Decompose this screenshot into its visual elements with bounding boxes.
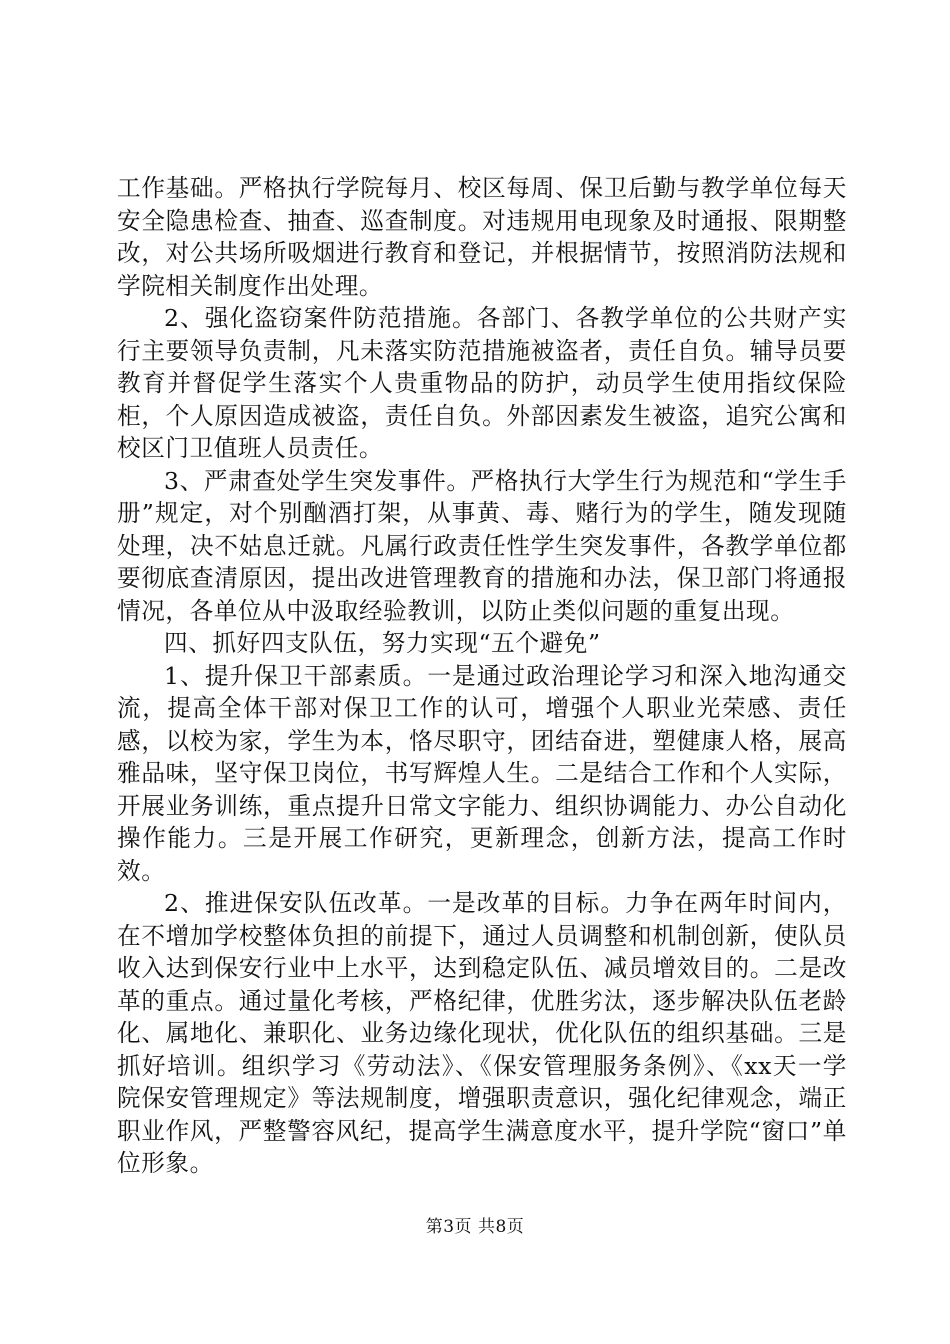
document-body bbox=[117, 172, 847, 1180]
paragraph-student-incidents: 3、严肃查处学生突发事件。严格执行大学生行为规范和“学生手册”规定，对个别酗酒打架，从事黄、毒、赌行为的学生，随发现随处理，决不姑息迁就。凡属行政责任性学生突发事件，各教学单位都要彻底查清原因，提出改进管理教育的措施和办法，保卫部门将通报情况，各单位从中汲取经验教训，以防止类似问题的重复出现。 bbox=[117, 466, 847, 625]
paragraph-security-reform: 2、推进保安队伍改革。一是改革的目标。力争在两年时间内，在不增加学校整体负担的前提下，通过人员调整和机制创新，使队员收入达到保安行业中上水平，达到稳定队伍、减员增效目的。二是改革的重点。通过量化考核，严格纪律，优胜劣汰，逐步解决队伍老龄化、属地化、兼职化、业务边缘化现状，优化队伍的组织基础。三是抓好培训。组织学习《劳动法》、《保安管理服务条例》、《xx天一学院保安管理规定》等法规制度，增强职责意识，强化纪律观念，端正职业作风，严整警容风纪，提高学生满意度水平，提升学院“窗口”单位形象。 bbox=[117, 889, 847, 1177]
paragraph-cadre-quality: 1、提升保卫干部素质。一是通过政治理论学习和深入地沟通交流，提高全体干部对保卫工作的认可，增强个人职业光荣感、责任感，以校为家，学生为本，恪尽职守，团结奋进，塑健康人格，展高雅品味，坚守保卫岗位，书写辉煌人生。二是结合工作和个人实际，开展业务训练，重点提升日常文字能力、组织协调能力、办公自动化操作能力。三是开展工作研究，更新理念，创新方法，提高工作时效。 bbox=[117, 661, 847, 885]
section-heading-four: 四、抓好四支队伍，努力实现“五个避免” bbox=[164, 629, 601, 657]
paragraph-theft-prevention: 2、强化盗窃案件防范措施。各部门、各教学单位的公共财产实行主要领导负责制，凡未落实防范措施被盗者，责任自负。辅导员要教育并督促学生落实个人贵重物品的防护，动员学生使用指纹保险柜，个人原因造成被盗，责任自负。外部因素发生被盗，追究公寓和校区门卫值班人员责任。 bbox=[117, 304, 847, 462]
page-footer: 第3页 共8页 bbox=[425, 1217, 525, 1237]
paragraph-continuation: 工作基础。严格执行学院每月、校区每周、保卫后勤与教学单位每天安全隐患检查、抽查、巡查制度。对违规用电现象及时通报、限期整改，对公共场所吸烟进行教育和登记，并根据情节，按照消防法规和学院相关制度作出处理。 bbox=[117, 174, 847, 300]
